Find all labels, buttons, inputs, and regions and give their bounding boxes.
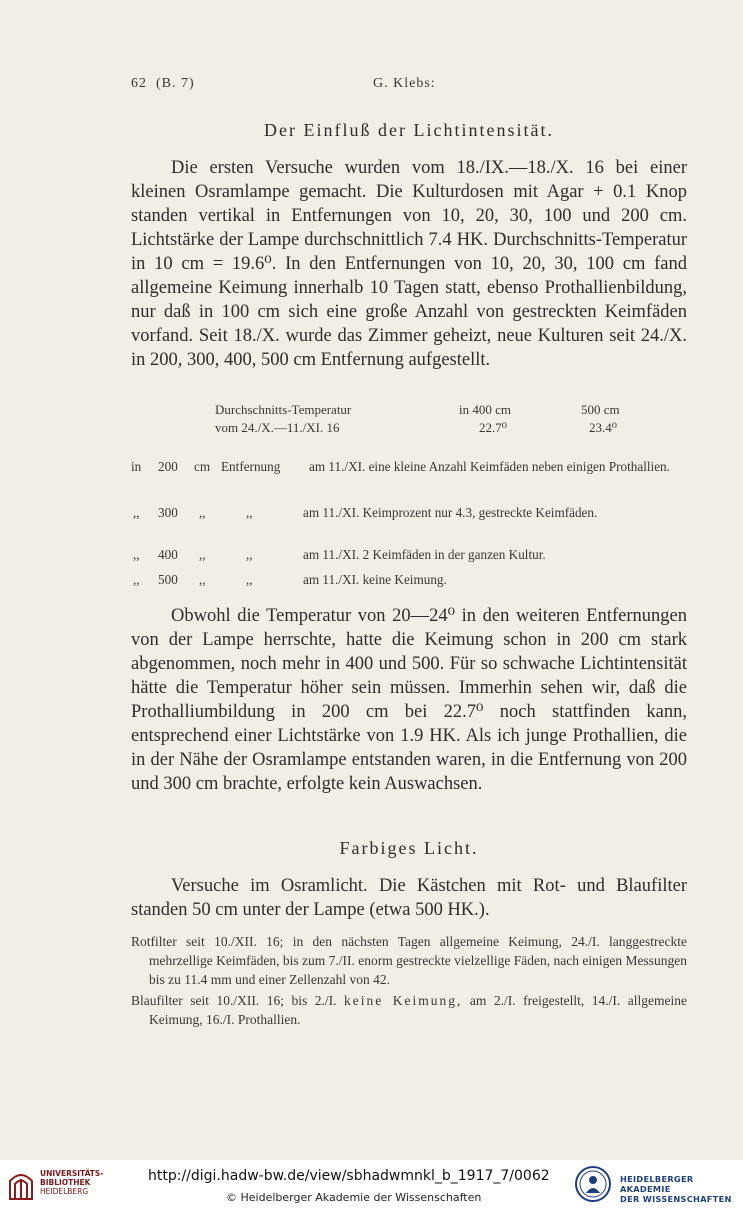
university-library-name: UNIVERSITÄTS- BIBLIOTHEK HEIDELBERG [40, 1169, 104, 1196]
volume-ref: (B. 7) [156, 76, 195, 91]
note-red-filter: Rotfilter seit 10./XII. 16; in den nächsten Tagen allgemeine Keimung, 24./I. langgestreckte mehrzellige Keimfäden, bis zum 7./II. enorm gestreckte vielzellige Fäden, nach einigen Messungen bis zu 11.4 mm und einer Zellenzahl von 42. [131, 934, 687, 987]
note-blue-filter: Blaufilter seit 10./XII. 16; bis 2./I. keine Keimung, am 2./I. freigestellt, 14./I. allgemeine Keimung, 16./I. Prothallien. [131, 993, 688, 1027]
paragraph-experiments [131, 156, 687, 372]
section-title-colored-light: Farbiges Licht. [339, 838, 479, 858]
table-row-label: vom 24./X.—11./XI. 16 [215, 420, 340, 435]
paragraph-osram [131, 874, 687, 922]
emphasized-text: keine Keimung, [344, 993, 463, 1008]
observation-list: in 200 cm Entfernung am 11./XI. eine kleine Anzahl Keimfäden neben einigen Prothallien. ,, 300 ,, ,, am 11./XI. Keimprozent nur 4.3, gestreckte Keimfäden. ,, 400 ,, ,, am 11./XI. 2 Keimfäden in der ganzen Kultur. ,, 500 ,, ,, am 11./XI. keine Keimung. [131, 459, 670, 587]
university-library-logo-icon[interactable] [8, 1167, 34, 1201]
running-header [131, 76, 687, 98]
paragraph-discussion [131, 604, 687, 796]
filter-notes [131, 932, 687, 1031]
paragraph-text: Versuche im Osramlicht. Die Kästchen mit Rot- und Blaufilter standen 50 cm unter der Lampe (etwa 500 HK.). [131, 876, 687, 920]
permalink-url[interactable]: http://digi.hadw-bw.de/view/sbhadwmnkl_b_1917_7/0062 [148, 1168, 550, 1184]
academy-name: HEIDELBERGER AKADEMIE DER WISSENSCHAFTEN [620, 1174, 732, 1204]
table-cell: 500 cm [581, 402, 620, 417]
running-header-author: G. Klebs: [373, 76, 436, 91]
page-number: 62 (B. 7) [131, 76, 195, 91]
table-cell: in 400 cm [459, 402, 511, 417]
table-cell: 23.4⁰ [589, 420, 617, 435]
table-cell: 22.7⁰ [479, 420, 507, 435]
academy-seal-icon[interactable] [574, 1165, 612, 1203]
paragraph-text: Obwohl die Temperatur von 20—24⁰ in den weiteren Entfernungen von der Lampe herrschte, hatte die Keimung schon in 200 cm stark abgenommen, noch mehr in 400 und 500. Für so schwache Lichtintensität hätte die Temperatur höher sein müssen. Immerhin sehen wir, daß die Prothalliumbildung in 200 cm bei 22.7⁰ noch stattfinden kann, entsprechend einer Lichtstärke von 1.9 HK. Als ich junge Prothallien, die in der Nähe der Osramlampe entstanden waren, in die Entfernung von 200 und 300 cm brachte, erfolgte kein Auswachsen. [131, 606, 687, 794]
section-title-light-intensity: Der Einfluß der Lichtintensität. [264, 120, 554, 140]
copyright-notice: © Heidelberger Akademie der Wissenschaften [226, 1191, 482, 1204]
viewer-footer [0, 1160, 743, 1209]
table-row-label: Durchschnitts-Temperatur [215, 402, 352, 417]
paragraph-text: Die ersten Versuche wurden vom 18./IX.—18./X. 16 bei einer kleinen Osramlampe gemacht. Die Kulturdosen mit Agar + 0.1 Knop standen vertikal in Entfernungen von 10, 20, 30, 100 und 200 cm. Lichtstärke der Lampe durchschnittlich 7.4 HK. Durchschnitts-Temperatur in 10 cm = 19.6⁰. In den Entfernungen von 10, 20, 30, 100 cm fand allgemeine Keimung innerhalb 10 Tagen statt, ebenso Prothallienbildung, nur daß in 100 cm sich eine große Anzahl von gestreckten Keimfäden vorfand. Seit 18./X. wurde das Zimmer geheizt, neue Kulturen seit 24./X. in 200, 300, 400, 500 cm Entfernung aufgestellt. [131, 158, 687, 370]
